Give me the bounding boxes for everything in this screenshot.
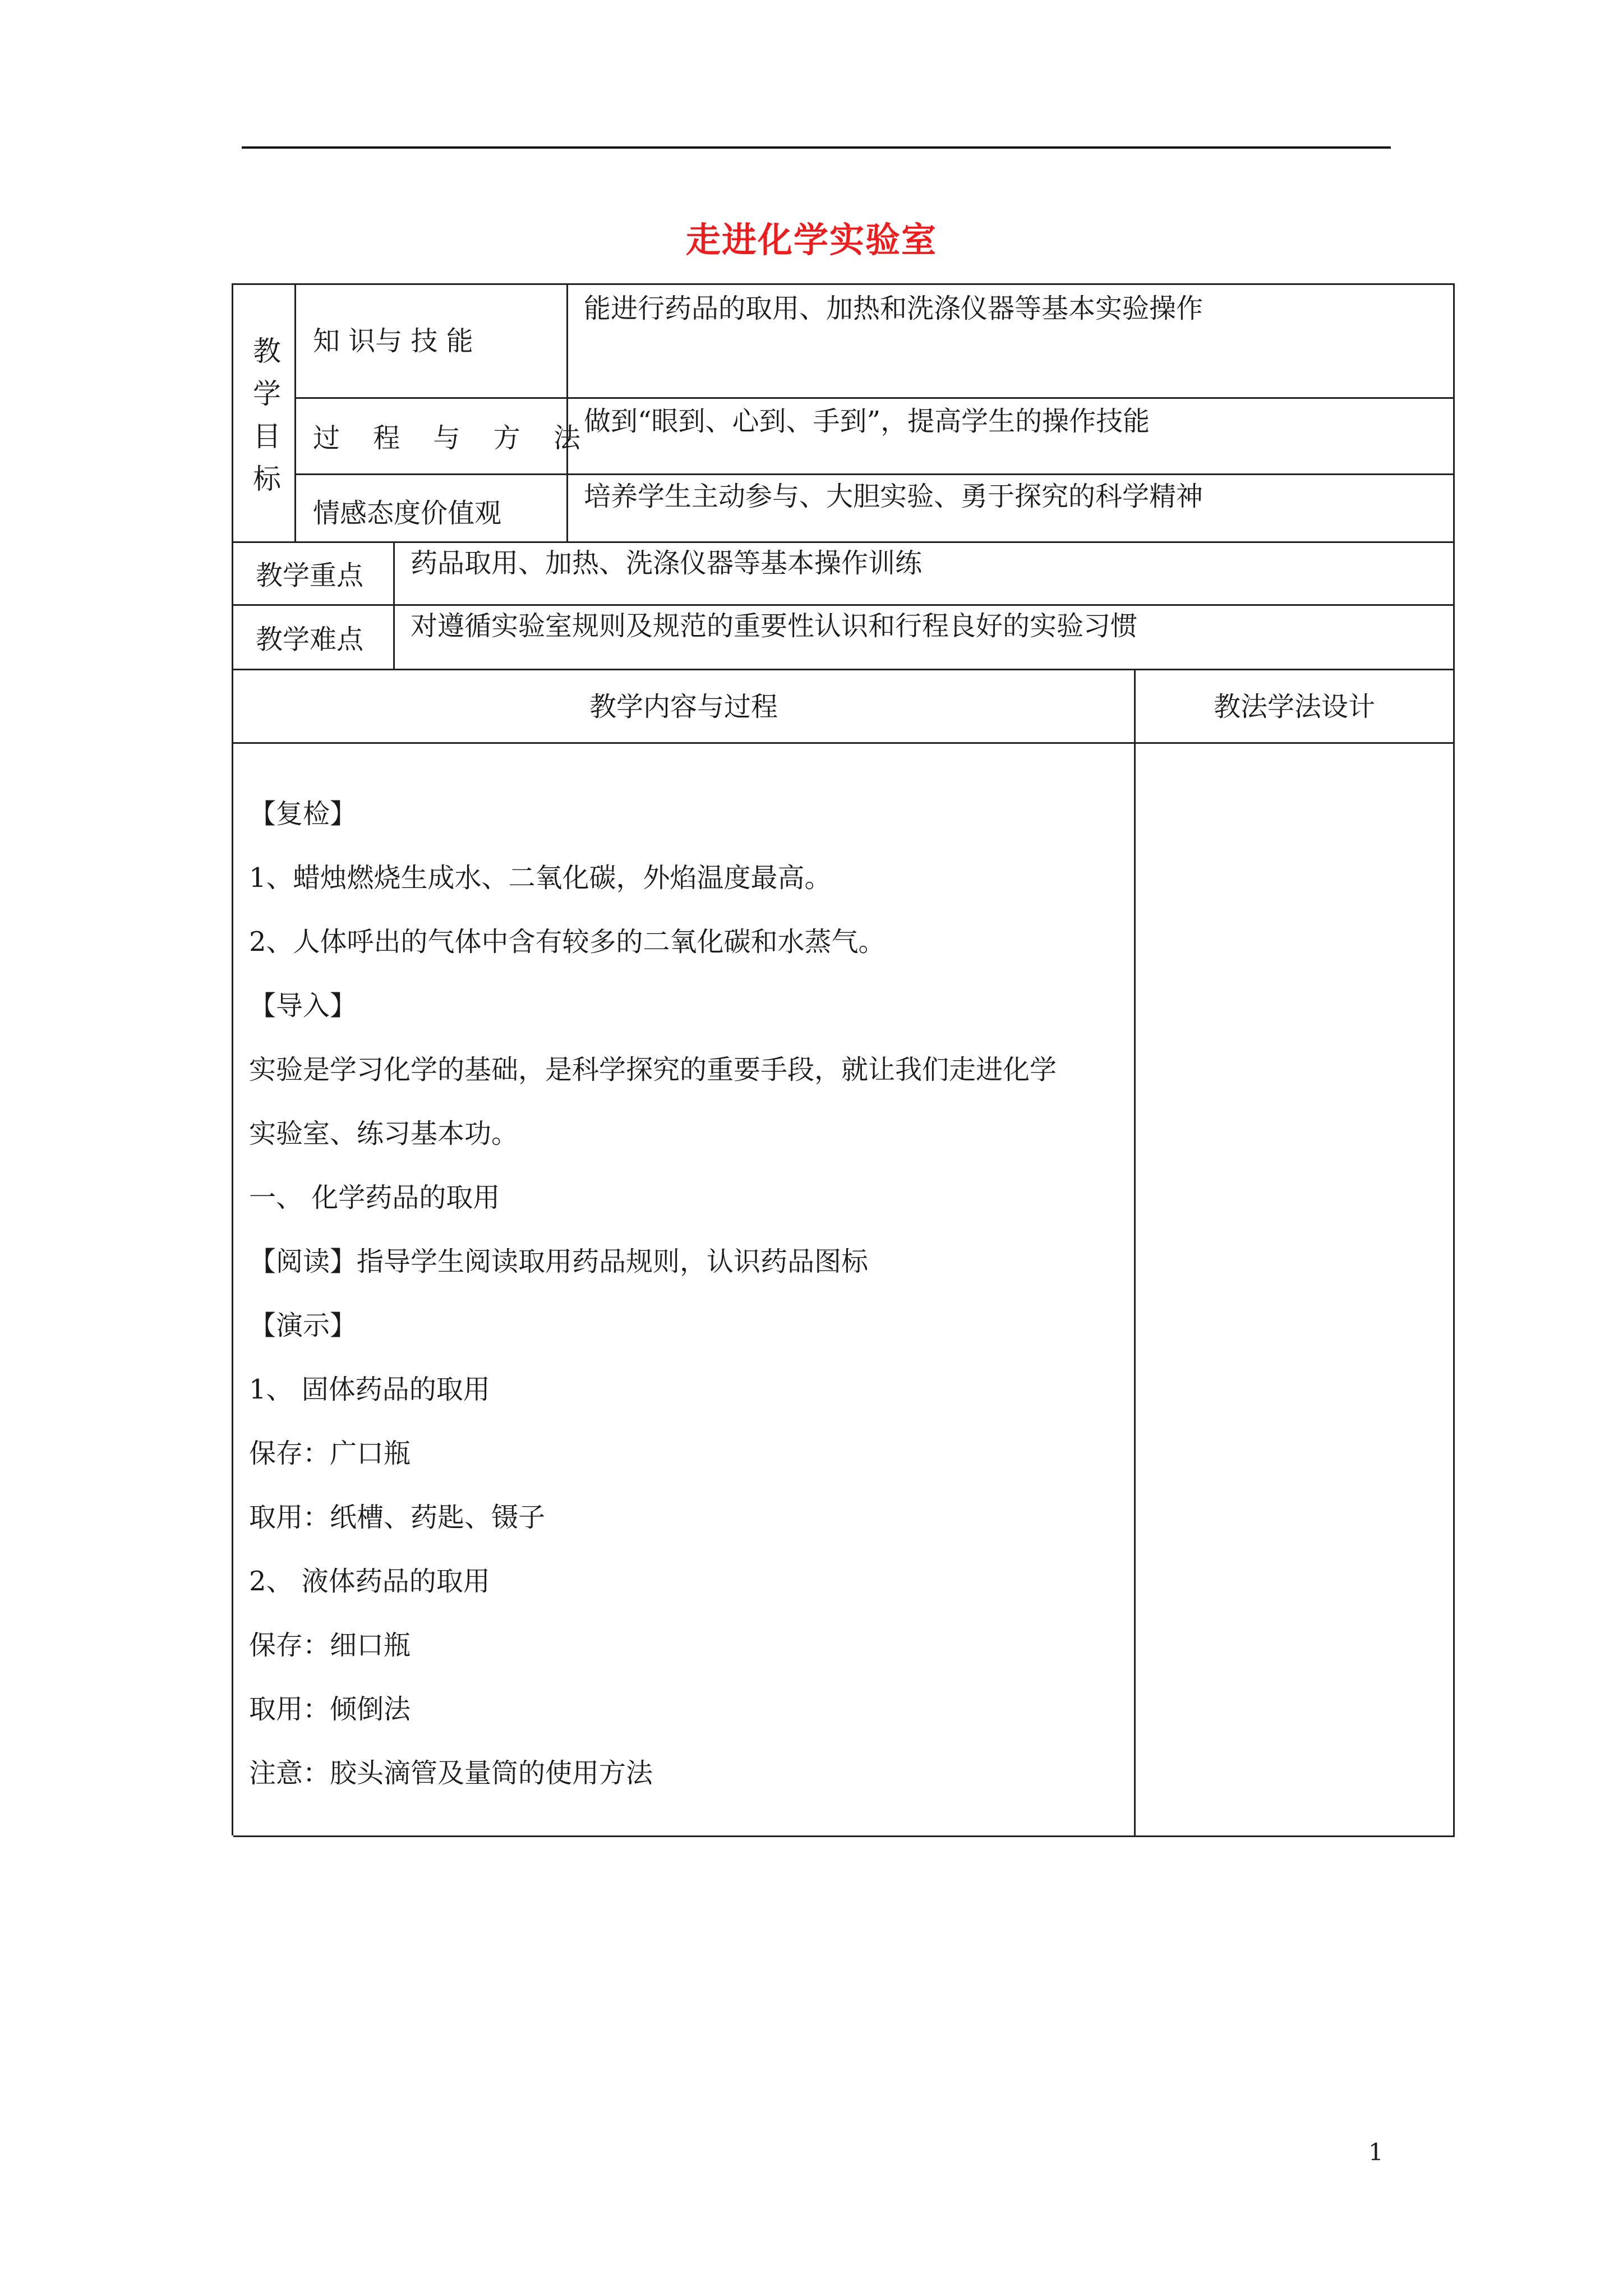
process-content-cell [233,744,1136,1837]
content-line: 2、人体呼出的气体中含有较多的二氧化碳和水蒸气。 [249,926,886,958]
objective-content-attitude: 培养学生主动参与、大胆实验、勇于探究的科学精神 [584,481,1204,512]
method-column-header-cell [1136,670,1455,744]
objective-label-process: 过 程 与 方 法 [313,422,593,454]
objective-label-cell-2 [296,399,593,475]
content-line: 1、 固体药品的取用 [249,1374,490,1405]
content-line: 保存：细口瓶 [249,1630,411,1661]
objective-label-cell-1 [296,285,568,399]
header-rule [242,146,1391,149]
content-line: 【导入】 [249,990,357,1022]
content-line: 实验是学习化学的基础，是科学探究的重要手段，就让我们走进化学 [249,1054,1057,1085]
key-point-label: 教学重点 [256,560,364,591]
objective-content-cell-2 [568,399,1455,475]
content-line: 【演示】 [249,1310,357,1341]
content-line: 【复检】 [249,798,357,830]
content-line: 1、蜡烛燃烧生成水、二氧化碳，外焰温度最高。 [249,862,832,894]
lesson-plan-table [232,283,1455,1835]
key-point-content-cell [395,543,1455,606]
difficulty-content-cell [395,606,1455,670]
content-line: 实验室、练习基本功。 [249,1118,519,1149]
content-line: 2、 液体药品的取用 [249,1566,490,1597]
content-line: 【阅读】指导学生阅读取用药品规则，认识药品图标 [249,1246,869,1277]
content-line: 一、 化学药品的取用 [249,1182,500,1213]
content-line: 注意：胶头滴管及量筒的使用方法 [249,1757,653,1789]
difficulty-label: 教学难点 [256,624,364,655]
content-line: 取用：倾倒法 [249,1694,411,1725]
method-content-cell [1136,744,1455,1837]
difficulty-label-cell [233,606,395,670]
document-title: 走进化学实验室 [685,219,937,260]
objective-label-attitude: 情感态度价值观 [313,498,502,529]
page-number: 1 [1368,2138,1384,2166]
content-line: 保存：广口瓶 [249,1438,411,1469]
difficulty-content: 对遵循实验室规则及规范的重要性认识和行程良好的实验习惯 [411,610,1138,642]
objective-content-cell-3 [568,475,1455,543]
objective-label-knowledge: 知 识与 技 能 [313,325,473,357]
objective-label-cell-3 [296,475,568,543]
objectives-group-label: 教学目标 [253,335,281,495]
method-column-header: 教法学法设计 [1213,691,1375,723]
objective-content-cell-1 [568,285,1455,399]
objective-content-knowledge: 能进行药品的取用、加热和洗涤仪器等基本实验操作 [584,293,1204,324]
key-point-content: 药品取用、加热、洗涤仪器等基本操作训练 [411,547,923,579]
content-line: 取用：纸槽、药匙、镊子 [249,1502,546,1533]
key-point-label-cell [233,543,395,606]
process-column-header-cell [233,670,1136,744]
objectives-group-cell [233,285,296,543]
objective-content-process: 做到“眼到、心到、手到”，提高学生的操作技能 [584,406,1150,437]
process-column-header: 教学内容与过程 [589,691,778,723]
